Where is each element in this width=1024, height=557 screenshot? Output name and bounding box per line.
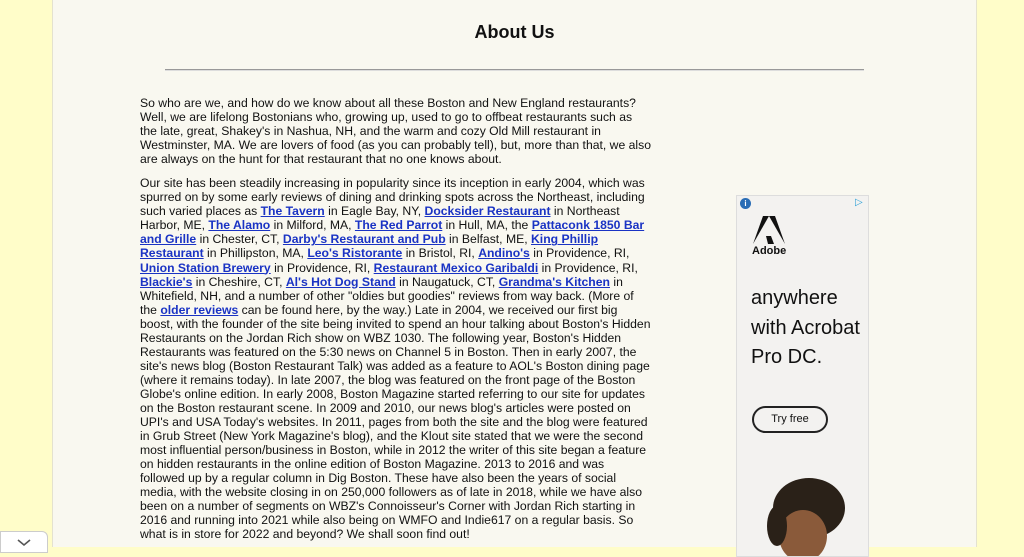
divider	[165, 69, 864, 71]
text: Our site has been steadily increasing in popularity since its inception in early 2004, which was spurred on by some early reviews of dining and drinking spots across the Northeast, including such varied places as	[140, 176, 645, 219]
text: in Hull, MA, the	[442, 218, 532, 233]
try-free-button[interactable]: Try free	[752, 406, 828, 433]
link-pattaconk[interactable]: Pattaconk 1850 Bar and Grille	[140, 218, 645, 247]
page-title: About Us	[474, 22, 555, 42]
text: can be found here, by the way.) Late in 2004, we received our first big boost, with the founder of the site being invited to spend an hour talking about Boston's Hidden Restaurants on the Jordan Rich show on WBZ 1030. The following year, Boston's Hidden Restaurants was featured on the 5:30 news on Channel 5 in Boston. Then in early 2007, the site's news blog (Boston Restaurant Talk) was added as a feature to AOL's Boston dining page (where it remains today). In late 2007, the blog was featured on the front page of the Boston Globe's online edition. In early 2008, Boston Magazine started referring to our site for updates on the Boston restaurant scene. In 2009 and 2010, our news blog's articles were posted on UPI's and USA Today's websites. In 2011, pages from both the site and the blog were featured in Grub Street (New York Magazine's blog), and the Klout site stated that we were the second most influential person/business in Boston, while in 2012 the writer of this site began a feature on hidden restaurants in the online edition of Boston Magazine. 2013 to 2016 and was followed up by a regular column in Dig Boston. These have also been the years of social media, with the website closing in on 250,000 followers as of late in 2018, while we have also been on a number of segments on WBZ's Connoisseur's Corner with Jordan Rich starting in 2016 and running into 2021 while also being on WMFO and Indie617 on a regular basis. So what is in store for 2022 and beyond? We shall soon find out!	[140, 302, 651, 542]
link-grandmas-kitchen[interactable]: Grandma's Kitchen	[498, 274, 610, 289]
adobe-ad[interactable]	[736, 195, 869, 557]
text: in Cheshire, CT,	[192, 274, 286, 289]
link-king-phillip[interactable]: King Phillip Restaurant	[140, 232, 599, 261]
text: in Bristol, RI,	[402, 246, 479, 261]
link-older-reviews[interactable]: older reviews	[160, 302, 239, 317]
link-darbys[interactable]: Darby's Restaurant and Pub	[282, 232, 446, 247]
intro-paragraph: So who are we, and how do we know about all these Boston and New England restaurants? Well, we are lifelong Bostonians who, growing up, used to go to offbeat restaurants such as the late, great, Shakey's in Nashua, NH, and the warm and cozy Old Mill restaurant in Westminster, MA. We are lovers of food (as you can probably tell), but, more than that, we also are always on the hunt for that restaurant that no one knows about.	[140, 96, 651, 167]
text: in Phillipston, MA,	[203, 246, 308, 261]
link-the-alamo[interactable]: The Alamo	[208, 218, 271, 233]
ad-headline: anywhere with Acrobat Pro DC.	[751, 287, 860, 368]
text: in Belfast, ME,	[445, 232, 531, 247]
text: in Providence, RI,	[529, 246, 630, 261]
link-leos-ristorante[interactable]: Leo's Ristorante	[307, 246, 403, 261]
link-andinos[interactable]: Andino's	[478, 246, 530, 261]
adchoices-icon[interactable]: i	[740, 198, 751, 209]
adobe-logo-icon	[753, 216, 785, 244]
text: in Providence, RI,	[270, 260, 374, 275]
text: in Naugatuck, CT,	[395, 274, 499, 289]
history-paragraph	[140, 176, 652, 541]
link-union-station-brewery[interactable]: Union Station Brewery	[140, 260, 271, 275]
text: in Providence, RI,	[538, 260, 638, 275]
link-docksider-restaurant[interactable]: Docksider Restaurant	[424, 204, 551, 219]
link-the-red-parrot[interactable]: The Red Parrot	[354, 218, 443, 233]
chevron-down-icon	[1, 532, 47, 552]
scroll-down-control[interactable]	[0, 531, 48, 553]
link-als-hot-dog-stand[interactable]: Al's Hot Dog Stand	[285, 274, 396, 289]
text: in Milford, MA,	[270, 218, 355, 233]
text: in Whitefield, NH, and a number of other "oldies but goodies" reviews from way back. (More of the	[140, 274, 634, 317]
page-panel	[52, 0, 977, 547]
text: in Northeast Harbor, ME,	[140, 204, 620, 233]
text: in Chester, CT,	[196, 232, 283, 247]
link-blackies[interactable]: Blackie's	[140, 274, 193, 289]
ad-info-icon[interactable]: ▷	[855, 197, 863, 208]
link-the-tavern[interactable]: The Tavern	[260, 204, 325, 219]
link-restaurant-mexico-garibaldi[interactable]: Restaurant Mexico Garibaldi	[373, 260, 539, 275]
ad-photo	[737, 466, 868, 556]
ad-brand: Adobe	[752, 245, 787, 257]
about-content	[140, 96, 652, 551]
text: in Eagle Bay, NY,	[324, 204, 425, 219]
